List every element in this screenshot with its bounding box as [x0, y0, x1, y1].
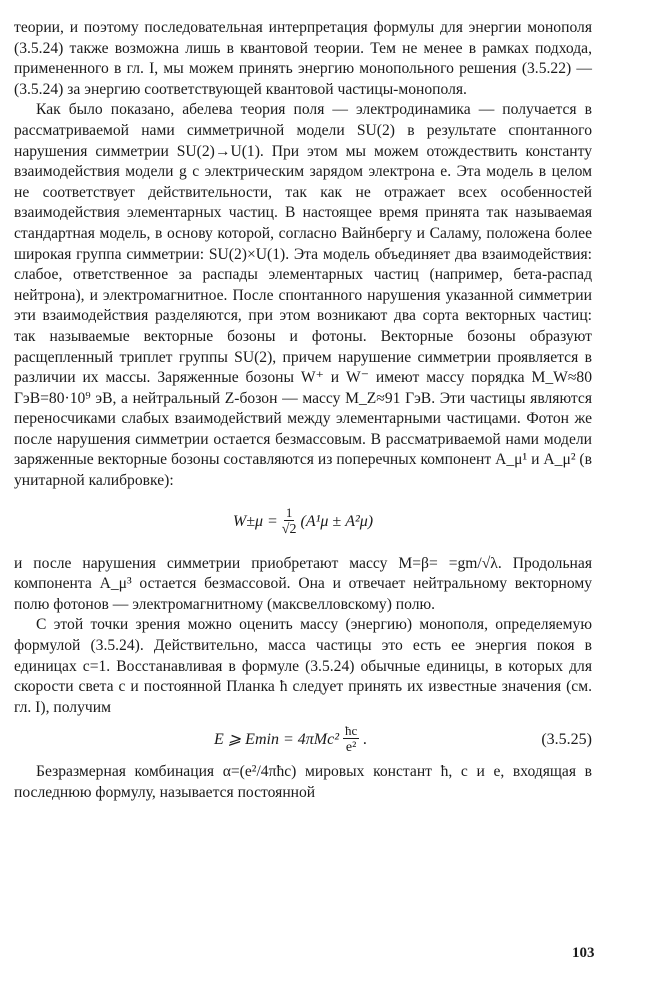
equation-number: (3.5.25) — [541, 731, 592, 749]
page-number: 103 — [572, 945, 595, 961]
paragraph-4: С этой точки зрения можно оценить массу (энергию) монополя, определяемую формулой (3.5.24). Действительно, масса частицы это есть ее энергия покоя в единицах c=1. Восстанавливая в формуле (3.5.24) обычные единицы, в которых для скорости света c и постоянной Планка ħ следует принять их известные значения (см. гл. I), получим — [14, 616, 592, 716]
page-body — [14, 18, 592, 804]
equation-lhs: E ⩾ Emin = 4πMc² — [214, 731, 339, 749]
equation-lhs: W±μ = — [232, 513, 278, 531]
equation-energy-bound — [14, 718, 592, 762]
fraction-numerator: ħc — [345, 722, 358, 738]
equation-w-boson — [14, 492, 592, 554]
paragraph-5: Безразмерная комбинация α=(e²/4πħc) мировых констант ħ, c и e, входящая в последнюю формулу, называется постоянной — [14, 763, 592, 801]
paragraph-2: Как было показано, абелева теория поля — электродинамика — получается в рассматриваемой нами симметричной модели SU(2) в результате спонтанного нарушения симметрии SU(2)→U(1). При этом мы можем отождествить константу взаимодействия модели g с электрическим зарядом электрона e. Эта модель в целом не соответствует действительности, так как не отражает всех особенностей взаимодействия элементарных частиц. В настоящее время принята так называемая стандартная модель, в основу которой, согласно Вайнбергу и Саламу, положена более широкая группа симметрии: SU(2)×U(1). Эта модель объединяет два взаимодействия: слабое, ответственное за распады элементарных частиц (например, бета-распад нейтрона), и электромагнитное. После спонтанного нарушения указанной симметрии эти взаимодействия разделяются, при этом возникают два сорта векторных частиц: так называемые векторные бозоны и фотоны. Векторные бозоны образуют расщепленный триплет группы SU(2), причем нарушение симметрии проявляется в различии их массы. Заряженные бозоны W⁺ и W⁻ имеют массу порядка M_W≈80 ГэВ=80·10⁹ эВ, а нейтральный Z-бозон — массу M_Z≈91 ГэВ. Эти частицы являются переносчиками слабых взаимодействий между элементарными частицами. Фотон же после нарушения симметрии остается безмассовым. В рассматриваемой нами модели заряженные векторные бозоны составляются из поперечных компонент A_μ¹ и A_μ² (в унитарной калибровке): — [14, 101, 592, 490]
equation-rhs: (A¹μ ± A²μ) — [300, 513, 374, 531]
equation-tail: . — [363, 731, 368, 749]
paragraph-1: теории, и поэтому последовательная интерпретация формулы для энергии монополя (3.5.24) также возможна лишь в квантовой теории. Тем не менее в рамках подхода, примененного в гл. I, мы можем принять энергию монопольного решения (3.5.22) — (3.5.24) за энергию соответствующей квантовой частицы-монополя. — [14, 19, 592, 98]
fraction-numerator: 1 — [285, 505, 293, 521]
equation-fraction — [282, 506, 297, 539]
paragraph-3: и после нарушения симметрии приобретают массу M=β= =gm/√λ. Продольная компонента A_μ³ остается безмассовой. Она и отвечает нейтральному векторному полю фотонов — электромагнитному (максвелловскому) полю. — [14, 554, 592, 613]
equation-fraction — [343, 724, 359, 757]
fraction-denominator: e² — [345, 739, 357, 755]
fraction-denominator: √2 — [281, 522, 297, 538]
